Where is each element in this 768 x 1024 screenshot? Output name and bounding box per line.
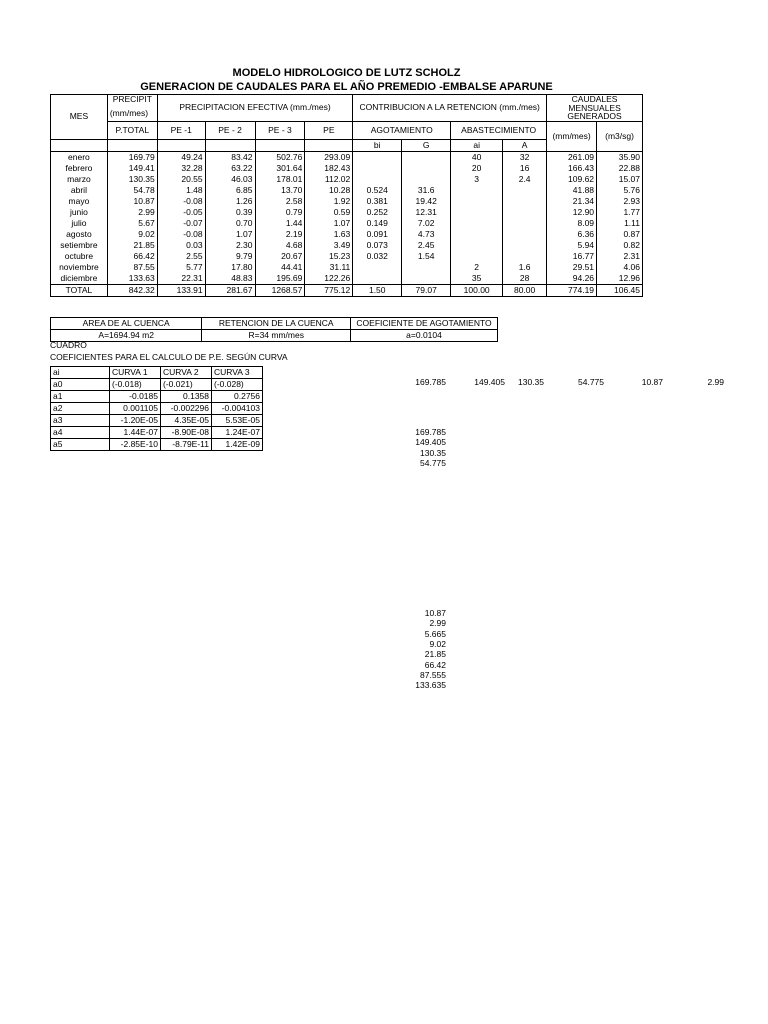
value-cell <box>353 273 402 285</box>
value-cell: 29.51 <box>547 262 597 273</box>
column-value: 5.665 <box>424 628 446 639</box>
coef-body <box>51 367 263 451</box>
value-cell <box>503 196 547 207</box>
value-cell: 94.26 <box>547 273 597 285</box>
table-row <box>51 218 643 229</box>
value-cell: 0.70 <box>205 218 255 229</box>
value-cell: 48.83 <box>205 273 255 285</box>
value-cell <box>353 151 402 163</box>
value-cell: 2.19 <box>255 229 305 240</box>
header-g: G <box>402 139 451 151</box>
total-row <box>51 284 643 296</box>
value-cell <box>353 262 402 273</box>
value-cell: 0.091 <box>353 229 402 240</box>
value-cell: 16 <box>503 163 547 174</box>
value-cell <box>451 185 503 196</box>
table-row <box>51 185 643 196</box>
value-cell: 32.28 <box>157 163 205 174</box>
value-cell: 0.524 <box>353 185 402 196</box>
header-blank-ptotal <box>107 139 157 151</box>
value-cell <box>451 240 503 251</box>
header-abastecimiento-label: ABASTECIMIENTO <box>461 124 537 135</box>
area-header-coeficiente: COEFICIENTE DE AGOTAMIENTO <box>351 318 498 330</box>
coef-value-cell: (-0.028) <box>212 379 263 391</box>
header-agotamiento <box>353 121 451 139</box>
cuadro-label: CUADRO <box>50 340 87 350</box>
value-cell: 44.41 <box>255 262 305 273</box>
value-cell: 80.00 <box>503 284 547 296</box>
coef-table <box>50 366 263 451</box>
value-cell: 10.28 <box>305 185 353 196</box>
value-cell: 301.64 <box>255 163 305 174</box>
header-pe2: PE - 2 <box>205 121 255 139</box>
header-ai: ai <box>451 139 503 151</box>
month-cell: julio <box>51 218 108 229</box>
value-cell: 28 <box>503 273 547 285</box>
month-cell: TOTAL <box>51 284 108 296</box>
area-header-cuenca: AREA DE AL CUENCA <box>51 318 202 330</box>
column-value: 87.555 <box>420 669 446 680</box>
header-pe3: PE - 3 <box>255 121 305 139</box>
side-value: 10.87 <box>641 377 663 387</box>
value-cell: 1.92 <box>305 196 353 207</box>
value-cell: 133.91 <box>157 284 205 296</box>
value-cell: 100.00 <box>451 284 503 296</box>
table-row <box>51 240 643 251</box>
value-cell: 21.34 <box>547 196 597 207</box>
value-cell: 0.149 <box>353 218 402 229</box>
column-value: 169.785 <box>415 427 446 437</box>
value-cell: 0.82 <box>597 240 643 251</box>
column-value: 21.85 <box>424 649 446 660</box>
coef-value-cell: (-0.018) <box>110 379 161 391</box>
value-cell <box>503 218 547 229</box>
value-cell: 842.32 <box>107 284 157 296</box>
coef-value-cell: -0.0185 <box>110 391 161 403</box>
value-cell: 1.07 <box>205 229 255 240</box>
side-value: 2.99 <box>707 377 724 387</box>
value-cell: 1.63 <box>305 229 353 240</box>
value-cell: 0.39 <box>205 207 255 218</box>
header-blank-pe2 <box>205 139 255 151</box>
value-cell: -0.08 <box>157 229 205 240</box>
value-cell: 0.87 <box>597 229 643 240</box>
value-cell <box>402 262 451 273</box>
value-cell: 122.26 <box>305 273 353 285</box>
coef-value-cell: -8.79E-11 <box>161 439 212 451</box>
header-ptotal: P.TOTAL <box>107 121 157 139</box>
month-cell: enero <box>51 151 108 163</box>
value-cell: 1.54 <box>402 251 451 262</box>
header-pe: PE <box>305 121 353 139</box>
value-cell <box>451 196 503 207</box>
value-cell: 54.78 <box>107 185 157 196</box>
value-cell: 166.43 <box>547 163 597 174</box>
value-cell: 0.252 <box>353 207 402 218</box>
header-blank-pe1 <box>157 139 205 151</box>
value-cell <box>402 163 451 174</box>
month-cell: setiembre <box>51 240 108 251</box>
value-cell: 22.88 <box>597 163 643 174</box>
month-cell: junio <box>51 207 108 218</box>
value-cell: 0.03 <box>157 240 205 251</box>
coef-label-cell: a3 <box>51 415 110 427</box>
value-cell: 133.63 <box>107 273 157 285</box>
value-cell: 7.02 <box>402 218 451 229</box>
side-value: 169.785 <box>415 377 446 387</box>
coef-value-cell: CURVA 1 <box>110 367 161 379</box>
area-header-retencion: RETENCION DE LA CUENCA <box>202 318 351 330</box>
month-cell: mayo <box>51 196 108 207</box>
value-cell: 12.31 <box>402 207 451 218</box>
value-cell: 5.67 <box>107 218 157 229</box>
coef-label-cell: a1 <box>51 391 110 403</box>
value-cell: 15.23 <box>305 251 353 262</box>
column-value: 10.87 <box>424 608 446 618</box>
month-cell: agosto <box>51 229 108 240</box>
column-value: 66.42 <box>424 659 446 670</box>
value-cell: 83.42 <box>205 151 255 163</box>
coef-value-cell: 0.001105 <box>110 403 161 415</box>
value-cell: 1.26 <box>205 196 255 207</box>
value-cell: 2.55 <box>157 251 205 262</box>
value-cell: 178.01 <box>255 174 305 185</box>
coef-label-cell: a2 <box>51 403 110 415</box>
month-cell: noviembre <box>51 262 108 273</box>
column-value: 2.99 <box>429 618 446 629</box>
value-cell: 10.87 <box>107 196 157 207</box>
value-cell: 6.36 <box>547 229 597 240</box>
value-cell: 1.07 <box>305 218 353 229</box>
value-cell <box>402 174 451 185</box>
side-value: 149.405 <box>474 377 505 387</box>
value-cell: 0.381 <box>353 196 402 207</box>
value-cell: 281.67 <box>205 284 255 296</box>
header-abastecimiento <box>451 121 547 139</box>
value-cell: 109.62 <box>547 174 597 185</box>
coef-value-cell: CURVA 3 <box>212 367 263 379</box>
area-value-retencion: R=34 mm/mes <box>202 330 351 342</box>
table-row <box>51 163 643 174</box>
value-cell: 0.032 <box>353 251 402 262</box>
coef-row <box>51 415 263 427</box>
value-cell: 2 <box>451 262 503 273</box>
column-value: 133.635 <box>415 680 446 691</box>
title-line-2: GENERACION DE CAUDALES PARA EL AÑO PREMEDIO -EMBALSE APARUNE <box>140 81 553 93</box>
value-cell: 2.93 <box>597 196 643 207</box>
value-cell: 775.12 <box>305 284 353 296</box>
value-cell <box>503 229 547 240</box>
value-cell: 195.69 <box>255 273 305 285</box>
value-cell: 293.09 <box>305 151 353 163</box>
coef-row <box>51 439 263 451</box>
value-cell: 2.4 <box>503 174 547 185</box>
value-cell: -0.05 <box>157 207 205 218</box>
header-blank-pe <box>305 139 353 151</box>
header-m3sg: (m3/sg) <box>597 121 643 151</box>
title-line-1: MODELO HIDROLOGICO DE LUTZ SCHOLZ <box>232 67 461 79</box>
value-cell <box>402 273 451 285</box>
value-cell: -0.07 <box>157 218 205 229</box>
value-cell <box>402 151 451 163</box>
coef-label-cell: a4 <box>51 427 110 439</box>
value-cell: 1.77 <box>597 207 643 218</box>
value-cell <box>503 251 547 262</box>
value-cell: 31.11 <box>305 262 353 273</box>
value-cell: 13.70 <box>255 185 305 196</box>
value-cell: 12.96 <box>597 273 643 285</box>
value-cell <box>451 229 503 240</box>
coef-label-cell: a5 <box>51 439 110 451</box>
value-cell: 32 <box>503 151 547 163</box>
column-value: 54.775 <box>420 457 446 468</box>
value-cell: 5.77 <box>157 262 205 273</box>
value-cell: 19.42 <box>402 196 451 207</box>
value-cell: 261.09 <box>547 151 597 163</box>
month-cell: diciembre <box>51 273 108 285</box>
value-cell: 66.42 <box>107 251 157 262</box>
value-cell <box>503 207 547 218</box>
value-cell: 2.30 <box>205 240 255 251</box>
value-cell: 4.73 <box>402 229 451 240</box>
value-cell: 0.79 <box>255 207 305 218</box>
value-cell <box>503 185 547 196</box>
value-cell <box>353 163 402 174</box>
value-cell: 149.41 <box>107 163 157 174</box>
table-row <box>51 207 643 218</box>
coef-value-cell: 1.42E-09 <box>212 439 263 451</box>
coef-value-cell: -0.002296 <box>161 403 212 415</box>
value-cell: 502.76 <box>255 151 305 163</box>
value-cell: 20 <box>451 163 503 174</box>
value-cell: 16.77 <box>547 251 597 262</box>
coef-label-cell: ai <box>51 367 110 379</box>
coef-value-cell: -1.20E-05 <box>110 415 161 427</box>
coef-header-row <box>51 367 263 379</box>
value-cell: 774.19 <box>547 284 597 296</box>
area-value-coeficiente: a=0.0104 <box>351 330 498 342</box>
coef-value-cell: 1.24E-07 <box>212 427 263 439</box>
coef-value-cell: 4.35E-05 <box>161 415 212 427</box>
value-cell: 1.44 <box>255 218 305 229</box>
value-cell: 112.02 <box>305 174 353 185</box>
header-pe-group: PRECIPITACION EFECTIVA (mm./mes) <box>157 95 353 122</box>
value-cell: 46.03 <box>205 174 255 185</box>
month-cell: febrero <box>51 163 108 174</box>
month-cell: octubre <box>51 251 108 262</box>
value-cell <box>451 251 503 262</box>
area-table <box>50 317 498 342</box>
value-cell: 9.02 <box>107 229 157 240</box>
value-cell: 1.6 <box>503 262 547 273</box>
value-cell: 182.43 <box>305 163 353 174</box>
header-caudales: CAUDALES MENSUALES GENERADOS <box>547 95 643 122</box>
side-value: 54.775 <box>578 377 604 387</box>
table-row <box>51 251 643 262</box>
coef-value-cell: 5.53E-05 <box>212 415 263 427</box>
coef-value-cell: (-0.021) <box>161 379 212 391</box>
column-value: 149.405 <box>415 437 446 448</box>
table-row <box>51 174 643 185</box>
value-cell: 2.31 <box>597 251 643 262</box>
value-cell: 63.22 <box>205 163 255 174</box>
value-cell: 6.85 <box>205 185 255 196</box>
header-agotamiento-label: AGOTAMIENTO <box>370 124 433 135</box>
value-cell: 15.07 <box>597 174 643 185</box>
header-blank-pe3 <box>255 139 305 151</box>
coef-row <box>51 403 263 415</box>
value-cell: 21.85 <box>107 240 157 251</box>
value-cell: 0.073 <box>353 240 402 251</box>
value-cell: 2.99 <box>107 207 157 218</box>
side-value: 130.35 <box>518 377 544 387</box>
column-value: 130.35 <box>420 447 446 458</box>
coef-value-cell: CURVA 2 <box>161 367 212 379</box>
value-cell: 4.06 <box>597 262 643 273</box>
value-cell: 8.09 <box>547 218 597 229</box>
coef-value-cell: -0.004103 <box>212 403 263 415</box>
header-precip-unit: (mm/mes) <box>109 108 149 118</box>
value-cell: -0.08 <box>157 196 205 207</box>
value-cell: 169.79 <box>107 151 157 163</box>
coef-row <box>51 391 263 403</box>
value-cell: 1.50 <box>353 284 402 296</box>
value-cell: 2.45 <box>402 240 451 251</box>
coef-value-cell: -2.85E-10 <box>110 439 161 451</box>
value-cell: 1.11 <box>597 218 643 229</box>
value-cell: 5.94 <box>547 240 597 251</box>
coef-value-cell: -8.90E-08 <box>161 427 212 439</box>
value-cell <box>451 207 503 218</box>
value-cell <box>353 174 402 185</box>
table-row <box>51 273 643 285</box>
value-cell: 106.45 <box>597 284 643 296</box>
value-cell: 20.55 <box>157 174 205 185</box>
coef-value-cell: 1.44E-07 <box>110 427 161 439</box>
value-cell: 5.76 <box>597 185 643 196</box>
header-bi: bi <box>353 139 402 151</box>
value-cell: 2.58 <box>255 196 305 207</box>
coef-label-cell: a0 <box>51 379 110 391</box>
table-row <box>51 151 643 163</box>
value-cell: 35 <box>451 273 503 285</box>
value-cell: 3 <box>451 174 503 185</box>
coef-value-cell: 0.2756 <box>212 391 263 403</box>
coef-title: COEFICIENTES PARA EL CALCULO DE P.E. SEGÚN CURVA <box>50 352 288 362</box>
table-row <box>51 196 643 207</box>
area-value-cuenca: A=1694.94 m2 <box>51 330 202 342</box>
value-cell: 79.07 <box>402 284 451 296</box>
header-mmmes: (mm/mes) <box>547 121 597 151</box>
table-row <box>51 229 643 240</box>
coef-row <box>51 379 263 391</box>
value-cell: 41.88 <box>547 185 597 196</box>
header-contrib-group: CONTRIBUCION A LA RETENCION (mm./mes) <box>353 95 547 122</box>
column-value: 9.02 <box>429 638 446 649</box>
value-cell <box>451 218 503 229</box>
caudales-body <box>51 151 643 296</box>
coef-value-cell: 0.1358 <box>161 391 212 403</box>
value-cell: 17.80 <box>205 262 255 273</box>
value-cell: 22.31 <box>157 273 205 285</box>
value-cell: 3.49 <box>305 240 353 251</box>
value-cell: 35.90 <box>597 151 643 163</box>
month-cell: abril <box>51 185 108 196</box>
value-cell: 40 <box>451 151 503 163</box>
value-cell: 49.24 <box>157 151 205 163</box>
header-mes: MES <box>51 95 108 140</box>
value-cell: 130.35 <box>107 174 157 185</box>
value-cell <box>503 240 547 251</box>
value-cell: 0.59 <box>305 207 353 218</box>
value-cell: 31.6 <box>402 185 451 196</box>
value-cell: 12.90 <box>547 207 597 218</box>
value-cell: 9.79 <box>205 251 255 262</box>
header-a: A <box>503 139 547 151</box>
header-precip <box>107 95 157 122</box>
value-cell: 4.68 <box>255 240 305 251</box>
header-pe1: PE -1 <box>157 121 205 139</box>
caudales-table <box>50 94 643 297</box>
value-cell: 1268.57 <box>255 284 305 296</box>
coef-row <box>51 427 263 439</box>
value-cell: 1.48 <box>157 185 205 196</box>
header-blank-mes <box>51 139 108 151</box>
header-precip-top: PRECIPIT <box>112 94 152 104</box>
month-cell: marzo <box>51 174 108 185</box>
table-row <box>51 262 643 273</box>
value-cell: 87.55 <box>107 262 157 273</box>
value-cell: 20.67 <box>255 251 305 262</box>
